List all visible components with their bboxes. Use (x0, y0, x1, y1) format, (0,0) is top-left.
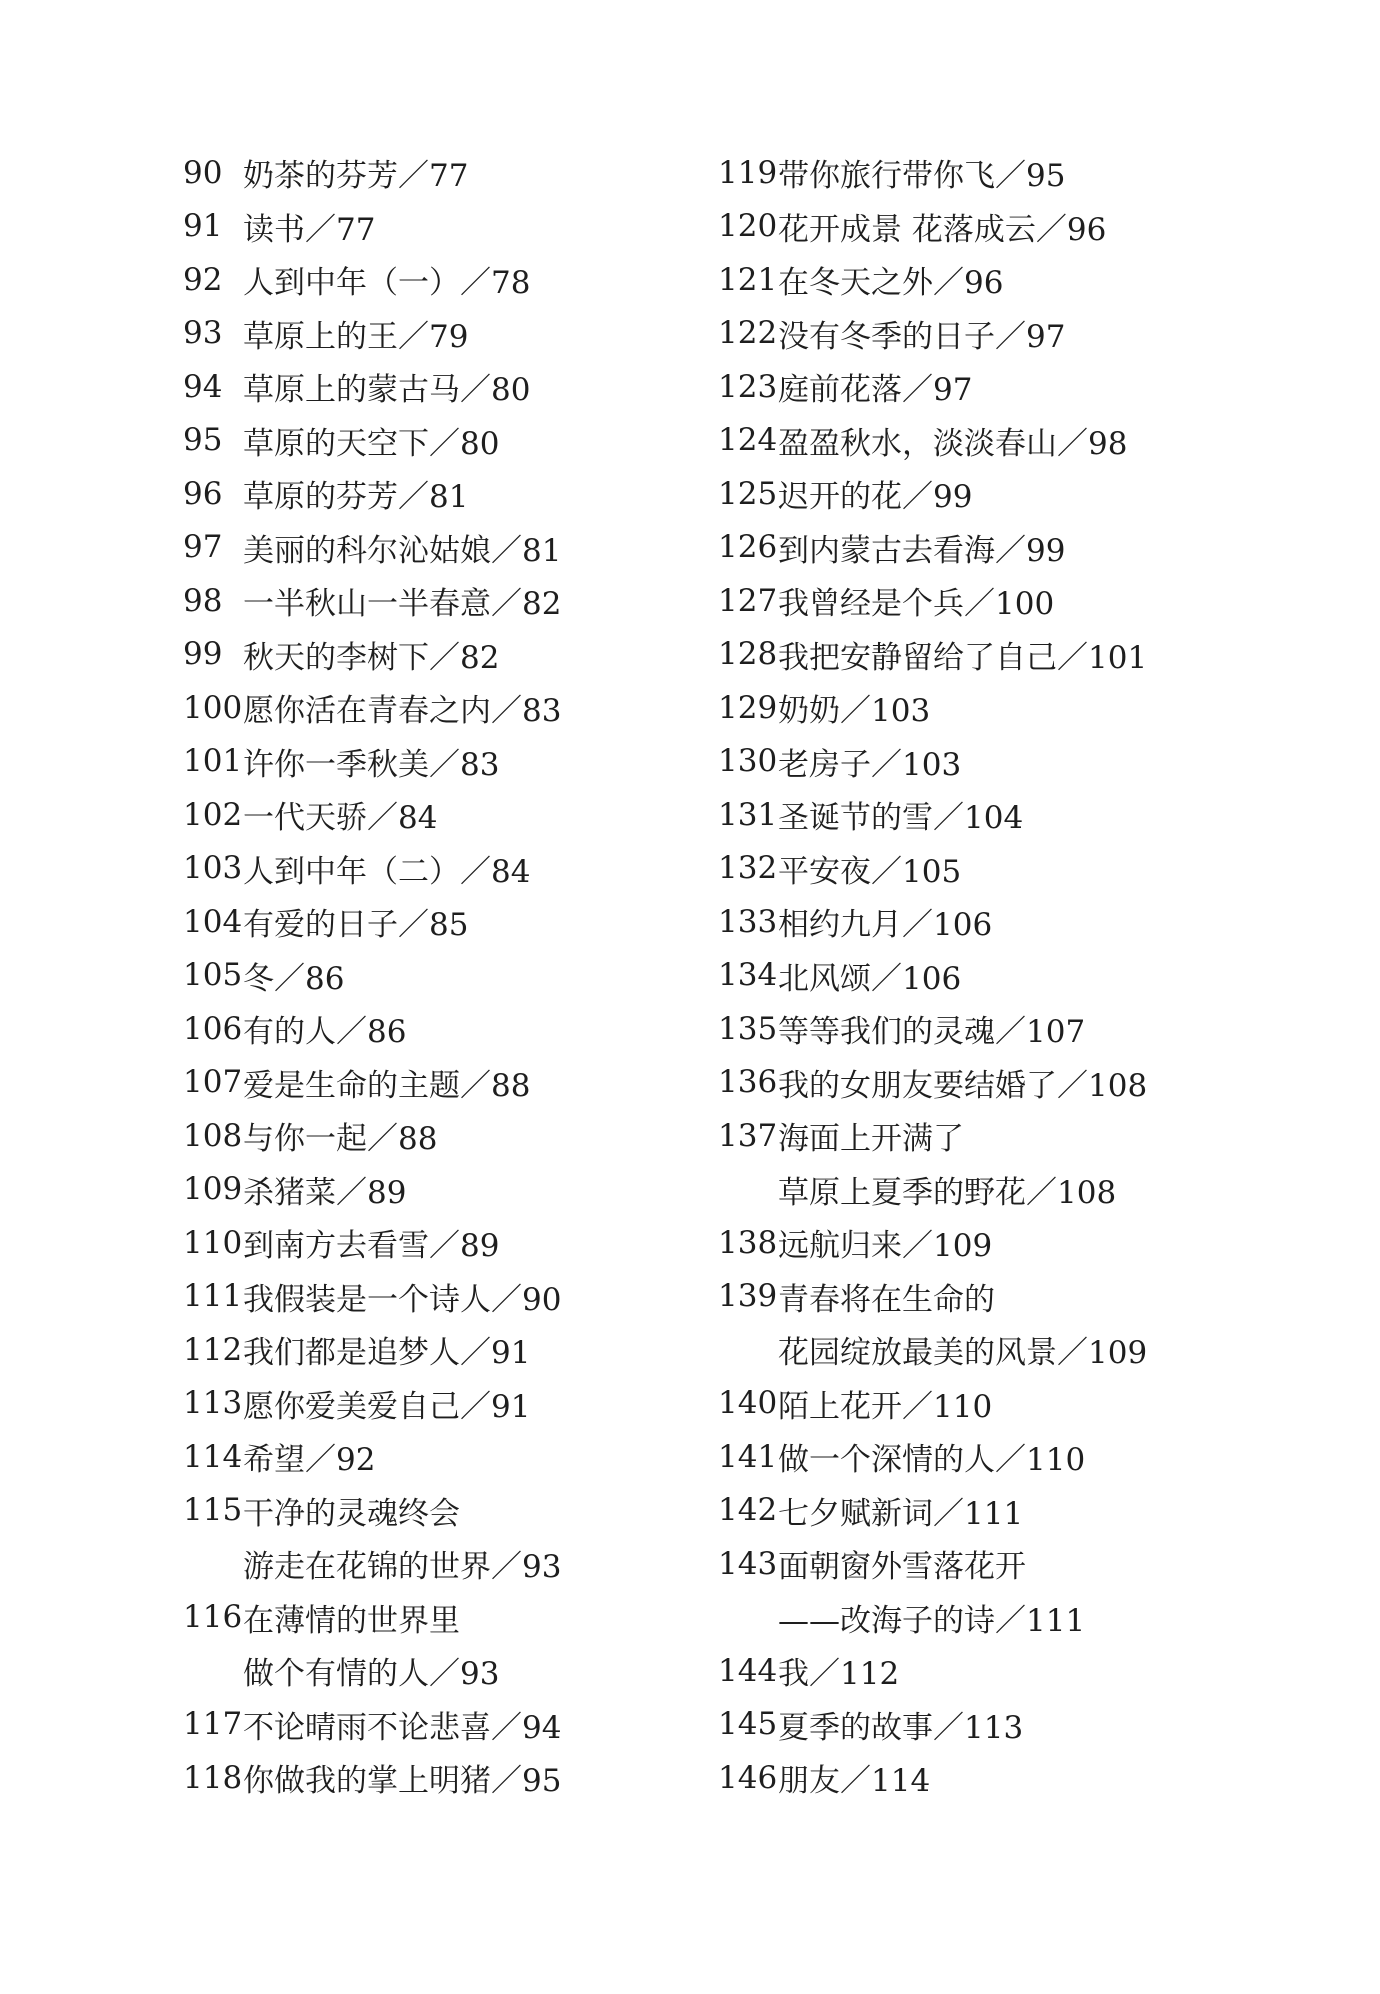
entry-title: 青春将在生命的 (778, 1281, 995, 1318)
entry-number: 143 (718, 1545, 778, 1582)
toc-entry (183, 200, 561, 254)
entry-number: 146 (718, 1759, 778, 1796)
entry-number: 90 (183, 154, 223, 191)
entry-title: 我曾经是个兵／100 (778, 586, 1055, 623)
toc-entry (718, 307, 1147, 361)
entry-title: 平安夜／105 (778, 853, 962, 890)
entry-title: 一代天骄／84 (243, 800, 438, 837)
entry-number: 131 (718, 796, 778, 833)
toc-entry-continuation (718, 1591, 1147, 1645)
entry-number: 119 (718, 154, 778, 191)
entry-title: 七夕赋新词／111 (778, 1495, 1024, 1532)
toc-entry-continuation (183, 1537, 561, 1591)
entry-number: 116 (183, 1599, 243, 1636)
entry-number: 134 (718, 957, 778, 994)
toc-entry (718, 1216, 1147, 1270)
toc-entry (183, 788, 561, 842)
entry-title: 我的女朋友要结婚了／108 (778, 1067, 1148, 1104)
toc-entry (718, 949, 1147, 1003)
toc-entry (183, 1216, 561, 1270)
toc-entry (718, 1484, 1147, 1538)
entry-title: 一半秋山一半春意／82 (243, 586, 562, 623)
entry-title: 奶茶的芬芳／77 (243, 158, 469, 195)
toc-entry (183, 895, 561, 949)
entry-title: 杀猪菜／89 (243, 1174, 407, 1211)
entry-title: 有爱的日子／85 (243, 907, 469, 944)
entry-title: 相约九月／106 (778, 907, 993, 944)
entry-title: 做一个深情的人／110 (778, 1442, 1086, 1479)
entry-number: 101 (183, 743, 243, 780)
toc-entry (718, 574, 1147, 628)
toc-entry (718, 521, 1147, 575)
toc-entry (183, 1323, 561, 1377)
entry-number: 132 (718, 850, 778, 887)
entry-number: 104 (183, 903, 243, 940)
entry-title: 干净的灵魂终会 (243, 1495, 460, 1532)
entry-title: 老房子／103 (778, 746, 962, 783)
entry-number: 129 (718, 689, 778, 726)
entry-number: 136 (718, 1064, 778, 1101)
toc-entry-continuation (183, 1644, 561, 1698)
entry-title: 做个有情的人／93 (243, 1656, 500, 1693)
entry-number: 145 (718, 1706, 778, 1743)
entry-number: 95 (183, 422, 223, 459)
toc-entry (183, 1698, 561, 1752)
entry-title: 秋天的李树下／82 (243, 639, 500, 676)
entry-title: 有的人／86 (243, 1014, 407, 1051)
entry-number: 94 (183, 368, 223, 405)
entry-title: 人到中年（二）／84 (243, 853, 531, 890)
entry-title: 草原的芬芳／81 (243, 479, 469, 516)
toc-entry (183, 521, 561, 575)
toc-entry (718, 895, 1147, 949)
toc-entry (718, 1377, 1147, 1431)
entry-title: 面朝窗外雪落花开 (778, 1549, 1026, 1586)
entry-title: 没有冬季的日子／97 (778, 318, 1066, 355)
toc-entry (183, 414, 561, 468)
entry-number: 121 (718, 261, 778, 298)
entry-number: 96 (183, 475, 223, 512)
toc-entry (183, 1377, 561, 1431)
entry-title: 到南方去看雪／89 (243, 1228, 500, 1265)
entry-title: 朋友／114 (778, 1763, 931, 1800)
entry-number: 140 (718, 1385, 778, 1422)
entry-number: 109 (183, 1171, 243, 1208)
entry-title: 爱是生命的主题／88 (243, 1067, 531, 1104)
entry-title: 等等我们的灵魂／107 (778, 1014, 1086, 1051)
toc-entry (718, 1751, 1147, 1805)
entry-number: 97 (183, 529, 223, 566)
entry-title: 奶奶／103 (778, 693, 931, 730)
entry-title: 草原上夏季的野花／108 (778, 1174, 1117, 1211)
toc-entry (183, 681, 561, 735)
toc-entry (183, 307, 561, 361)
toc-entry (718, 1698, 1147, 1752)
entry-title: 带你旅行带你飞／95 (778, 158, 1066, 195)
entry-title: 我把安静留给了自己／101 (778, 639, 1148, 676)
toc-entry (183, 1109, 561, 1163)
entry-title: 海面上开满了 (778, 1121, 964, 1158)
toc-entry (183, 146, 561, 200)
toc-entry (718, 1002, 1147, 1056)
toc-entry (718, 146, 1147, 200)
toc-entry (183, 628, 561, 682)
toc-entry-continuation (718, 1323, 1147, 1377)
toc-entry (718, 842, 1147, 896)
entry-number: 123 (718, 368, 778, 405)
entry-number: 114 (183, 1438, 243, 1475)
entry-title: 圣诞节的雪／104 (778, 800, 1024, 837)
toc-entry (183, 1484, 561, 1538)
toc-entry (718, 1430, 1147, 1484)
toc-column-left (183, 146, 561, 1805)
toc-entry (718, 1537, 1147, 1591)
toc-entry (183, 253, 561, 307)
entry-number: 91 (183, 208, 223, 245)
toc-entry (183, 467, 561, 521)
toc-entry (718, 1270, 1147, 1324)
entry-number: 108 (183, 1117, 243, 1154)
entry-number: 137 (718, 1117, 778, 1154)
toc-entry (718, 200, 1147, 254)
toc-entry (183, 1002, 561, 1056)
entry-number: 144 (718, 1652, 778, 1689)
entry-number: 117 (183, 1706, 243, 1743)
entry-number: 118 (183, 1759, 243, 1796)
entry-title: 到内蒙古去看海／99 (778, 532, 1066, 569)
toc-entry (718, 788, 1147, 842)
entry-title: 草原的天空下／80 (243, 425, 500, 462)
toc-entry-continuation (718, 1163, 1147, 1217)
entry-title: 草原上的蒙古马／80 (243, 372, 531, 409)
toc-entry (183, 1751, 561, 1805)
toc-entry (183, 1163, 561, 1217)
entry-title: 花园绽放最美的风景／109 (778, 1335, 1148, 1372)
entry-number: 126 (718, 529, 778, 566)
toc-entry (183, 574, 561, 628)
entry-title: 陌上花开／110 (778, 1388, 993, 1425)
entry-number: 102 (183, 796, 243, 833)
entry-number: 98 (183, 582, 223, 619)
entry-number: 122 (718, 315, 778, 352)
toc-entry (183, 949, 561, 1003)
entry-number: 142 (718, 1492, 778, 1529)
toc-entry (183, 1591, 561, 1645)
entry-title: 你做我的掌上明猪／95 (243, 1763, 562, 1800)
toc-entry (183, 842, 561, 896)
entry-title: 不论晴雨不论悲喜／94 (243, 1709, 562, 1746)
entry-number: 128 (718, 636, 778, 673)
toc-entry (183, 735, 561, 789)
entry-number: 103 (183, 850, 243, 887)
entry-number: 138 (718, 1224, 778, 1261)
toc-entry (718, 628, 1147, 682)
entry-title: 游走在花锦的世界／93 (243, 1549, 562, 1586)
entry-title: 与你一起／88 (243, 1121, 438, 1158)
entry-number: 99 (183, 636, 223, 673)
entry-title: 远航归来／109 (778, 1228, 993, 1265)
toc-entry (718, 467, 1147, 521)
entry-number: 135 (718, 1010, 778, 1047)
entry-number: 92 (183, 261, 223, 298)
entry-title: 希望／92 (243, 1442, 376, 1479)
entry-number: 115 (183, 1492, 243, 1529)
toc-entry (718, 360, 1147, 414)
entry-title: 在薄情的世界里 (243, 1602, 460, 1639)
entry-number: 113 (183, 1385, 243, 1422)
entry-title: 美丽的科尔沁姑娘／81 (243, 532, 562, 569)
entry-title: 冬／86 (243, 960, 345, 997)
entry-number: 106 (183, 1010, 243, 1047)
entry-title: 愿你活在青春之内／83 (243, 693, 562, 730)
entry-number: 110 (183, 1224, 243, 1261)
toc-entry (183, 1270, 561, 1324)
entry-number: 141 (718, 1438, 778, 1475)
entry-title: 盈盈秋水，淡淡春山／98 (778, 425, 1128, 462)
toc-entry (718, 1644, 1147, 1698)
entry-title: 人到中年（一）／78 (243, 265, 531, 302)
entry-number: 100 (183, 689, 243, 726)
entry-title: 我假装是一个诗人／90 (243, 1281, 562, 1318)
entry-title: 在冬天之外／96 (778, 265, 1004, 302)
entry-number: 93 (183, 315, 223, 352)
entry-title: 我／112 (778, 1656, 900, 1693)
entry-title: 许你一季秋美／83 (243, 746, 500, 783)
entry-number: 105 (183, 957, 243, 994)
entry-number: 112 (183, 1331, 243, 1368)
toc-entry (718, 681, 1147, 735)
entry-number: 124 (718, 422, 778, 459)
entry-number: 125 (718, 475, 778, 512)
entry-number: 111 (183, 1278, 243, 1315)
toc-entry (718, 414, 1147, 468)
entry-title: ——改海子的诗／111 (778, 1602, 1086, 1639)
entry-number: 107 (183, 1064, 243, 1101)
entry-number: 139 (718, 1278, 778, 1315)
toc-entry (183, 360, 561, 414)
toc-entry (718, 1056, 1147, 1110)
entry-title: 庭前花落／97 (778, 372, 973, 409)
entry-title: 花开成景 花落成云／96 (778, 211, 1107, 248)
entry-title: 愿你爱美爱自己／91 (243, 1388, 531, 1425)
toc-entry (718, 735, 1147, 789)
entry-title: 我们都是追梦人／91 (243, 1335, 531, 1372)
toc-column-right (718, 146, 1147, 1805)
entry-number: 130 (718, 743, 778, 780)
entry-title: 读书／77 (243, 211, 376, 248)
toc-entry (183, 1056, 561, 1110)
toc-entry (718, 1109, 1147, 1163)
entry-title: 北风颂／106 (778, 960, 962, 997)
entry-title: 草原上的王／79 (243, 318, 469, 355)
entry-title: 夏季的故事／113 (778, 1709, 1024, 1746)
toc-entry (183, 1430, 561, 1484)
entry-title: 迟开的花／99 (778, 479, 973, 516)
toc-entry (718, 253, 1147, 307)
entry-number: 127 (718, 582, 778, 619)
entry-number: 133 (718, 903, 778, 940)
entry-number: 120 (718, 208, 778, 245)
